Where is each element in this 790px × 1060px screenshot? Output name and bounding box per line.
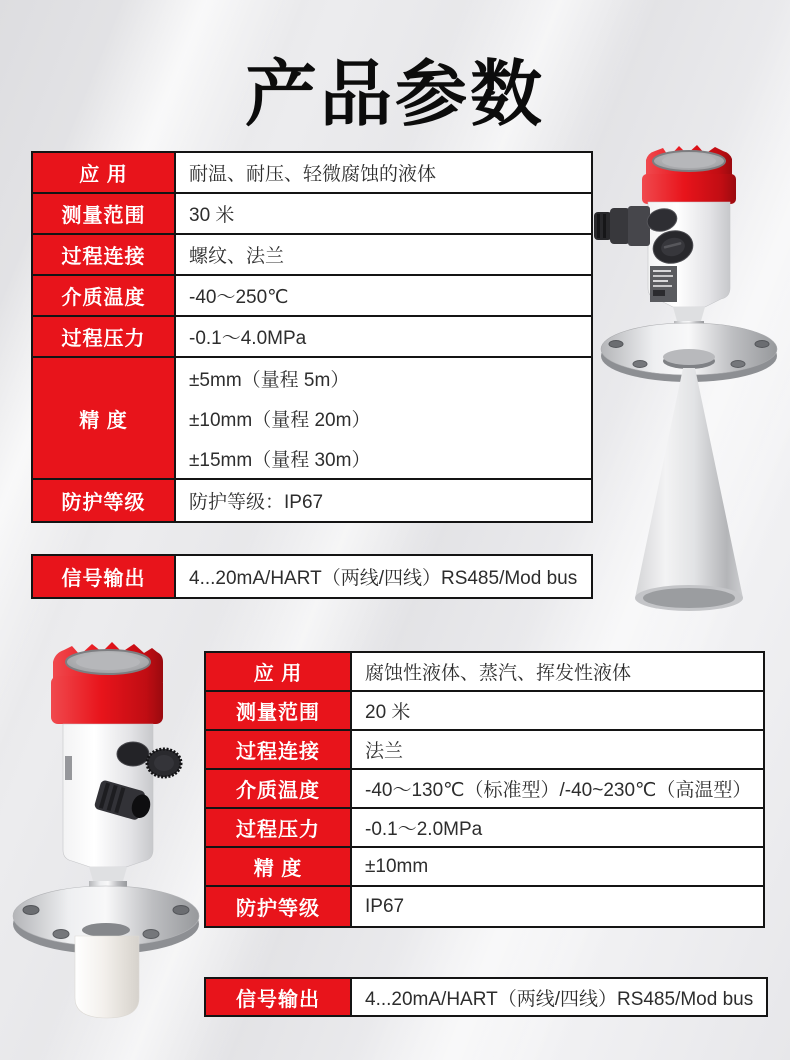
spec-label: 介质温度	[206, 770, 352, 807]
spec-value: 30 米	[176, 194, 591, 233]
accuracy-line: ±5mm（量程 5m）	[189, 369, 350, 391]
spec-row-process-connection	[206, 731, 763, 770]
spec-label: 信号输出	[33, 556, 176, 597]
spec-value: 20 米	[352, 692, 763, 729]
spec-row-signal-output	[33, 556, 591, 597]
upper-signal-output-row	[31, 554, 593, 599]
spec-row-measuring-range	[206, 692, 763, 731]
spec-value: 腐蚀性液体、蒸汽、挥发性液体	[352, 653, 763, 690]
lower-spec-table	[204, 651, 765, 928]
spec-row-application	[33, 153, 591, 194]
accuracy-line: ±10mm（量程 20m）	[189, 409, 371, 431]
spec-value: -40～250℃	[176, 276, 591, 315]
spec-value: 耐温、耐压、轻微腐蚀的液体	[176, 153, 591, 192]
product-image-horn-antenna	[588, 140, 790, 640]
spec-value: 法兰	[352, 731, 763, 768]
red-cap	[642, 145, 736, 204]
spec-label: 精 度	[33, 358, 176, 478]
spec-label: 测量范围	[33, 194, 176, 233]
spec-label: 应 用	[206, 653, 352, 690]
spec-row-measuring-range	[33, 194, 591, 235]
spec-value: -0.1～4.0MPa	[176, 317, 591, 356]
spec-row-application	[206, 653, 763, 692]
upper-spec-table	[31, 151, 593, 523]
spec-label: 过程压力	[33, 317, 176, 356]
spec-label: 精 度	[206, 848, 352, 885]
spec-label: 信号输出	[206, 979, 352, 1015]
nameplate-label	[650, 266, 677, 302]
red-cap	[51, 642, 163, 724]
spec-value: 防护等级：IP67	[176, 480, 591, 521]
spec-value: IP67	[352, 887, 763, 926]
spec-row-process-connection	[33, 235, 591, 276]
spec-row-medium-temperature	[206, 770, 763, 809]
spec-label: 过程连接	[206, 731, 352, 768]
spec-value: 4...20mA/HART（两线/四线）RS485/Mod bus	[352, 979, 766, 1015]
rod-antenna	[75, 936, 139, 1018]
spec-row-protection-rating	[206, 887, 763, 926]
spec-row-accuracy	[206, 848, 763, 887]
spec-value	[176, 358, 591, 478]
spec-label: 介质温度	[33, 276, 176, 315]
spec-label: 过程压力	[206, 809, 352, 846]
spec-value: 4...20mA/HART（两线/四线）RS485/Mod bus	[176, 556, 591, 597]
spec-label: 防护等级	[206, 887, 352, 926]
spec-label: 测量范围	[206, 692, 352, 729]
spec-value: -0.1～2.0MPa	[352, 809, 763, 846]
spec-value: ±10mm	[352, 848, 763, 885]
spec-row-medium-temperature	[33, 276, 591, 317]
accuracy-line: ±15mm（量程 30m）	[189, 449, 371, 471]
spec-row-signal-output	[206, 979, 766, 1015]
lower-signal-output-row	[204, 977, 768, 1017]
cable-gland	[594, 206, 650, 246]
product-image-rod-antenna	[5, 638, 205, 1028]
spec-label: 过程连接	[33, 235, 176, 274]
spec-value: 螺纹、法兰	[176, 235, 591, 274]
spec-row-process-pressure	[206, 809, 763, 848]
horn-antenna	[635, 368, 743, 611]
spec-row-accuracy	[33, 358, 591, 480]
spec-row-process-pressure	[33, 317, 591, 358]
spec-label: 应 用	[33, 153, 176, 192]
spec-value: -40～130℃（标准型）/-40~230℃（高温型）	[352, 770, 763, 807]
spec-label: 防护等级	[33, 480, 176, 521]
page-title: 产品参数	[244, 55, 545, 135]
spec-row-protection-rating	[33, 480, 591, 521]
